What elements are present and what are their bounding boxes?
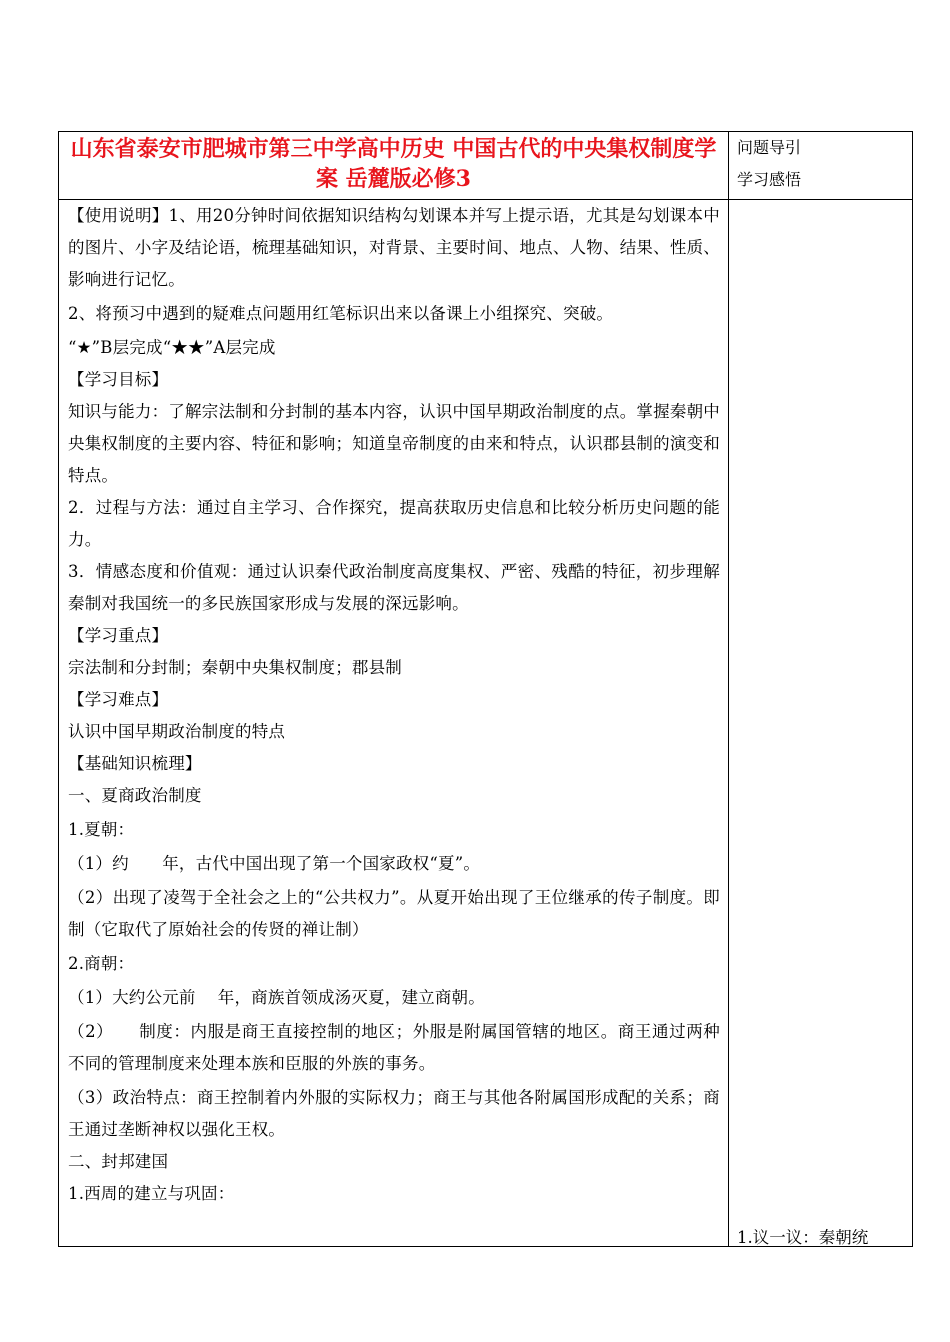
usage-instructions: 【使用说明】1、用20分钟时间依据知识结构勾划课本并写上提示语，尤其是勾划课本中的图片、小字及结论语，梳理基础知识，对背景、主要时间、地点、人物、结果、性质、影响进行记忆。 [68,206,720,289]
key-points-heading: 【学习重点】 [68,626,169,645]
side-label-learning-reflection: 学习感悟 [737,170,802,189]
title-cell [59,132,729,200]
learning-goals-heading: 【学习目标】 [68,370,169,389]
basics-heading: 【基础知识梳理】 [68,754,202,773]
xia-item-2: （2）出现了凌驾于全社会之上的“公共权力”。从夏开始出现了王位继承的传子制度。即 制（它取代了原始社会的传贤的禅让制） [68,888,737,939]
xia-heading: 1.夏朝： [68,820,135,839]
section-feudal: 二、封邦建国 [68,1152,169,1171]
usage-instructions-2: 2、将预习中遇到的疑难点问题用红笔标识出来以备课上小组探究、突破。 [68,304,614,323]
shang-item-2: （2） 制度：内服是商王直接控制的地区；外服是附属国管辖的地区。商王通过两种不同的管理制度来处理本族和臣服的外族的事务。 [68,1022,720,1073]
western-zhou-heading: 1.西周的建立与巩固： [68,1184,235,1203]
key-points-text: 宗法制和分封制；秦朝中央集权制度；郡县制 [68,658,402,677]
body-row [59,200,913,1247]
side-notes-body [729,200,912,1246]
goal-process: 2．过程与方法：通过自主学习、合作探究，提高获取历史信息和比较分析历史问题的能力。 [68,498,720,549]
section-xia-shang: 一、夏商政治制度 [68,786,202,805]
side-header-cell [729,132,913,200]
header-row [59,132,913,200]
star-levels-note: “★”B层完成“★★”A层完成 [68,338,276,357]
goal-attitude: 3．情感态度和价值观：通过认识秦代政治制度高度集权、严密、残酷的特征，初步理解秦制对我国统一的多民族国家形成与发展的深远影响。 [68,562,720,613]
difficulties-heading: 【学习难点】 [68,690,169,709]
difficulties-text: 认识中国早期政治制度的特点 [68,722,286,741]
side-label-question-guide: 问题导引 [737,138,802,157]
xia-item-1: （1）约 年，古代中国出现了第一个国家政权“夏”。 [68,854,481,873]
shang-item-1: （1）大约公元前 年，商族首领成汤灭夏，建立商朝。 [68,988,485,1007]
content-cell [59,200,737,1247]
study-plan-table [58,131,913,1247]
discussion-prompt: 1.议一议：秦朝统 [737,1228,869,1247]
shang-heading: 2.商朝： [68,954,135,973]
goal-knowledge: 知识与能力：了解宗法制和分封制的基本内容，认识中国早期政治制度的点。掌握秦朝中央集权制度的主要内容、特征和影响；知道皇帝制度的由来和特点，认识郡县制的演变和特点。 [68,402,720,485]
shang-item-3: （3）政治特点：商王控制着内外服的实际权力；商王与其他各附属国形成配的关系；商王通过垄断神权以强化王权。 [68,1088,720,1139]
side-notes-cell [729,200,913,1247]
document-title: 山东省泰安市肥城市第三中学高中历史 中国古代的中央集权制度学案 岳麓版必修3 [70,136,717,192]
